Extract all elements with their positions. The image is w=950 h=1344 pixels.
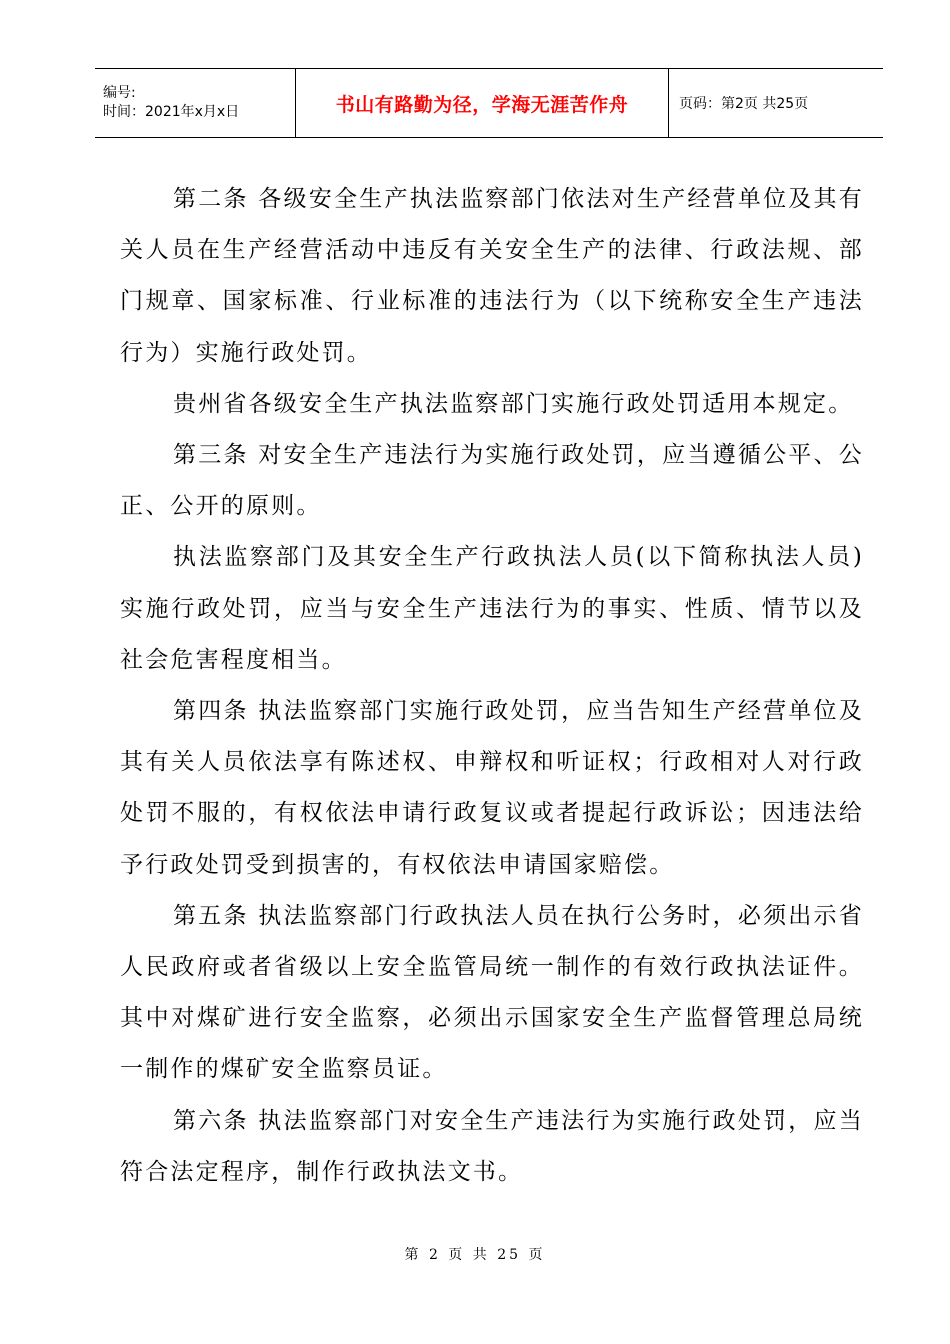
header-motto: 书山有路勤为径，学海无涯苦作舟 — [295, 69, 669, 137]
article-5-paragraph: 第五条 执法监察部门行政执法人员在执行公务时，必须出示省人民政府或者省级以上安全监管局统一制作的有效行政执法证件。其中对煤矿进行安全监察，必须出示国家安全生产监督管理总局统一制作的煤矿安全监察员证。 — [120, 902, 864, 1083]
article-2-paragraph: 第二条 各级安全生产执法监察部门依法对生产经营单位及其有关人员在生产经营活动中违反有关安全生产的法律、行政法规、部门规章、国家标准、行业标准的违法行为（以下统称安全生产违法行为）实施行政处罚。 — [120, 186, 864, 366]
article-4-paragraph: 第四条 执法监察部门实施行政处罚，应当告知生产经营单位及其有关人员依法享有陈述权、申辩权和听证权；行政相对人对行政处罚不服的，有权依法申请行政复议或者提起行政诉讼；因违法给予行政处罚受到损害的，有权依法申请国家赔偿。 — [120, 698, 864, 878]
scope-paragraph: 贵州省各级安全生产执法监察部门实施行政处罚适用本规定。 — [173, 390, 854, 417]
header-page-number: 页码：第2页 共25页 — [679, 96, 809, 112]
article-3-paragraph: 第三条 对安全生产违法行为实施行政处罚，应当遵循公平、公正、公开的原则。 — [120, 442, 864, 520]
article-6-paragraph: 第六条 执法监察部门对安全生产违法行为实施行政处罚，应当符合法定程序，制作行政执法文书。 — [120, 1107, 864, 1185]
document-body — [120, 174, 864, 1198]
document-number-label: 编号: — [103, 85, 136, 101]
header-meta — [95, 69, 295, 137]
proportionality-paragraph: 执法监察部门及其安全生产行政执法人员(以下简称执法人员)实施行政处罚，应当与安全生产违法行为的事实、性质、情节以及社会危害程度相当。 — [120, 544, 864, 673]
page-footer: 第 2 页 共 25 页 — [404, 1247, 546, 1263]
page-header — [95, 68, 883, 138]
document-time-label: 时间：2021年x月x日 — [103, 104, 240, 120]
